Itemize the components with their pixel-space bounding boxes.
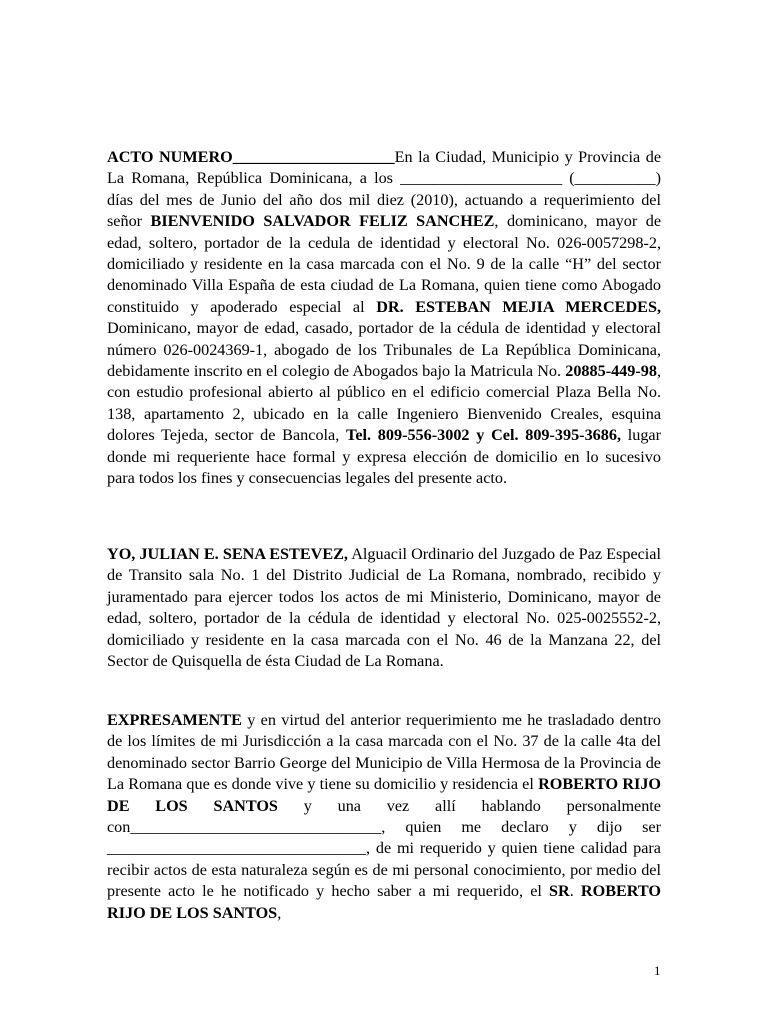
text-span: En la Ciudad, Municipio y Provincia de La Romana, República Dominicana, a los ____________________ (__________) días del mes de Junio del año dos mil diez (2010), actuando a requerimiento del señor [107, 148, 662, 231]
matricula-number: 20885-449-98 [565, 362, 657, 381]
paragraph-expresamente [107, 710, 661, 924]
text-span: , [277, 903, 282, 922]
acto-numero-heading: ACTO NUMERO____________________ [107, 148, 395, 166]
text-span: , con estudio profesional abierto al público en el edificio comercial Plaza Bella No. 138, apartamento 2, ubicado en la calle Ingeniero Bienvenido Creales, esquina dolores Tejeda, sector de Bancola, [107, 362, 661, 445]
phone-numbers: Tel. 809-556-3002 y Cel. 809-395-3686, [346, 426, 621, 445]
requerido-name: ROBERTO RIJO DE LOS SANTOS [107, 775, 662, 815]
sr-title: SR [549, 882, 570, 901]
text-span: Dominicano, mayor de edad, casado, portador de la cédula de identidad y electoral número 026-0024369-1, abogado de los Tribunales de La República Dominicana, debidamente inscrito en el colegio de Abogados bajo la Matricula No. [107, 319, 661, 381]
text-span: Alguacil Ordinario del Juzgado de Paz Especial de Transito sala No. 1 del Distrito Judicial de La Romana, nombrado, recibido y juramentado para ejercer todos los actos de mi Ministerio, Dominicano, mayor de edad, soltero, portador de la cédula de identidad y electoral No. 025-0025552-2, domiciliado y residente en la casa marcada con el No. 46 de la Manzana 22, del Sector de Quisquella de ésta Ciudad de La Romana. [107, 545, 661, 671]
abogado-name: DR. ESTEBAN MEJIA MERCEDES, [376, 297, 661, 316]
text-span: y en virtud del anterior requerimiento me he trasladado dentro de los límites de mi Jurisdicción a la casa marcada con el No. 37 de la calle 4ta del denominado sector Barrio George del Municipio de Villa Hermosa de la Provincia de La Romana que es donde vive y tiene su domicilio y residencia el [107, 711, 661, 794]
text-span: y una vez allí hablando personalmente con_______________________________, quien me declaro y dijo ser ________________________________, de mi requerido y quien tiene calidad para recibir actos de esta naturaleza según es de mi personal conocimiento, por medio del presente acto le he notificado y hecho saber a mi requerido, el [107, 796, 661, 901]
alguacil-name: YO, JULIAN E. SENA ESTEVEZ, [107, 545, 348, 563]
paragraph-acto-numero [107, 147, 661, 490]
requeriente-name: BIENVENIDO SALVADOR FELIZ SANCHEZ [150, 212, 495, 231]
paragraph-alguacil [107, 544, 661, 672]
text-span: . [569, 882, 581, 901]
page-number: 1 [654, 963, 661, 978]
text-span: , dominicano, mayor de edad, soltero, portador de la cedula de identidad y electoral No. 026-0057298-2, domiciliado y residente en la casa marcada con el No. 9 de la calle “H” del sector denominado Villa España de esta ciudad de La Romana, quien tiene como Abogado constituido y apoderado especial al [107, 212, 661, 316]
text-span: lugar donde mi requeriente hace formal y expresa elección de domicilio en lo sucesivo para todos los fines y consecuencias legales del presente acto. [107, 426, 661, 488]
expresamente-heading: EXPRESAMENTE [107, 711, 242, 729]
requerido-name-repeat: ROBERTO RIJO DE LOS SANTOS [107, 882, 662, 922]
